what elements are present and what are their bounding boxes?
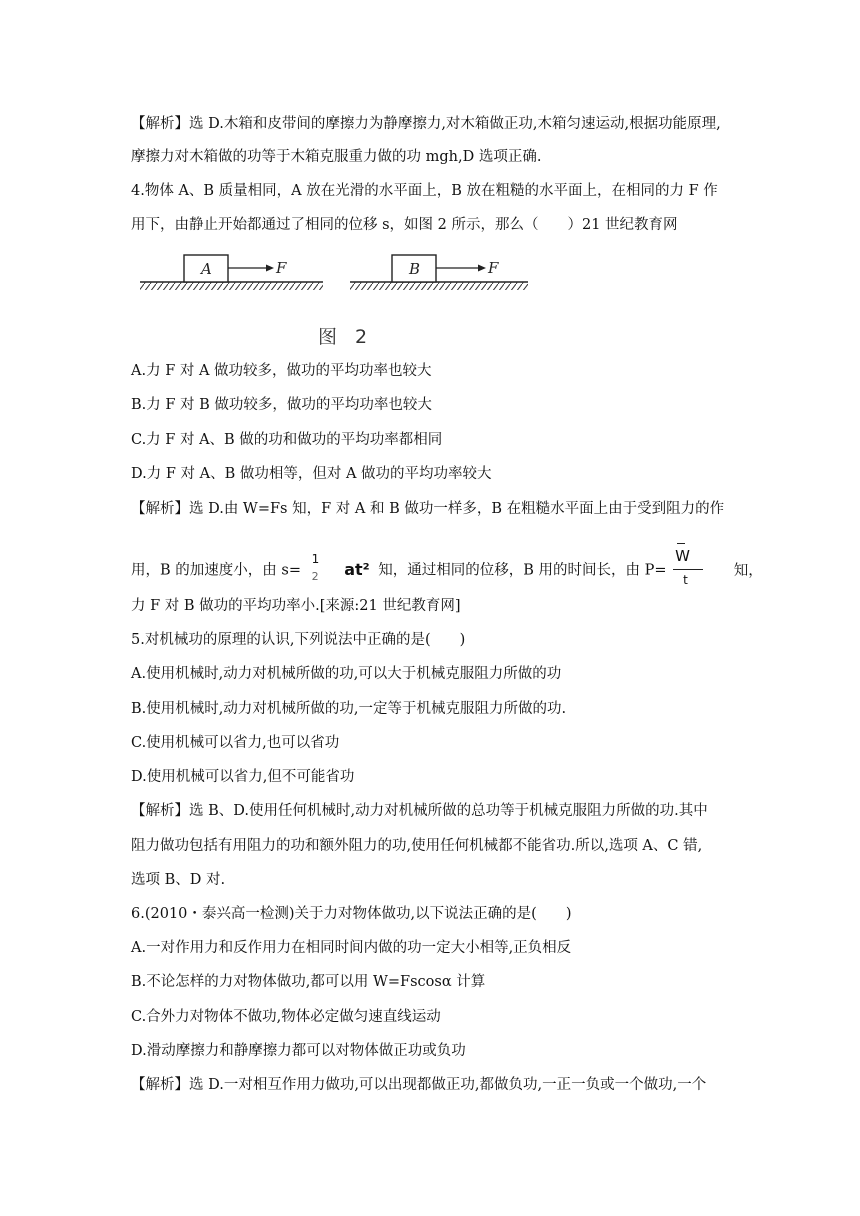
arrow-b-head: [478, 265, 486, 272]
figure-2-diagram: [138, 252, 528, 304]
analysis-q4-line1: 【解析】选 D.由 W=Fs 知，F 对 A 和 B 做功一样多，B 在粗糙水平面上由于受到阻力的作: [131, 501, 725, 517]
q4-option-a: A.力 F 对 A 做功较多，做功的平均功率也较大: [131, 363, 432, 379]
analysis-q4-text-b: 知，通过相同的位移，B 用的时间长，由 P=: [378, 562, 667, 579]
analysis-q4-line2: [131, 541, 763, 589]
fraction-one-half: [306, 552, 340, 586]
q5-option-c: C.使用机械可以省力,也可以省功: [131, 735, 340, 751]
analysis-q4-text-c: 知，: [733, 562, 763, 579]
analysis-q3-line1: 【解析】选 D.木箱和皮带间的摩擦力为静摩擦力,对木箱做正功,木箱匀速运动,根据功能原理,: [131, 116, 721, 132]
force-b-label: F: [488, 259, 499, 277]
q6-option-c: C.合外力对物体不做功,物体必定做匀速直线运动: [131, 1009, 441, 1025]
analysis-q5-line2: 阻力做功包括有用阻力的功和额外阻力的功,使用任何机械都不能省功.所以,选项 A、C 错,: [131, 838, 703, 854]
force-a-label: F: [276, 259, 287, 277]
question-4-line1: 4.物体 A、B 质量相同，A 放在光滑的水平面上，B 放在粗糙的水平面上，在相同的力 F 作: [131, 183, 718, 199]
ground-b-hatch: [350, 282, 528, 290]
q5-option-d: D.使用机械可以省力,但不可能省功: [131, 769, 355, 785]
q5-option-a: A.使用机械时,动力对机械所做的功,可以大于机械克服阻力所做的功: [131, 666, 562, 682]
q4-option-c: C.力 F 对 A、B 做的功和做功的平均功率都相同: [131, 432, 443, 448]
q4-option-b: B.力 F 对 B 做功较多，做功的平均功率也较大: [131, 397, 432, 413]
question-5-stem: 5.对机械功的原理的认识,下列说法中正确的是( ): [131, 632, 466, 648]
q4-option-d: D.力 F 对 A、B 做功相等，但对 A 做功的平均功率较大: [131, 466, 492, 482]
q5-option-b: B.使用机械时,动力对机械所做的功,一定等于机械克服阻力所做的功.: [131, 701, 567, 717]
figure-2: [138, 252, 528, 304]
question-4-line2: 用下，由静止开始都通过了相同的位移 s，如图 2 所示，那么（ ）21 世纪教育网: [131, 217, 678, 233]
analysis-q5-line3: 选项 B、D 对.: [131, 872, 226, 888]
fraction-w-over-t: [671, 541, 711, 597]
figure-2-caption: 图 2: [318, 326, 374, 348]
q6-option-a: A.一对作用力和反作用力在相同时间内做的功一定大小相等,正负相反: [131, 940, 572, 956]
formula-at-squared: at²: [344, 559, 370, 579]
fraction-t-denominator: t: [683, 573, 688, 587]
fraction-half-denominator: 2: [311, 570, 319, 583]
fraction-half-numerator: 1: [311, 552, 320, 566]
analysis-q6-line1: 【解析】选 D.一对相互作用力做功,可以出现都做正功,都做负功,一正一负或一个做功,一个: [131, 1077, 707, 1093]
block-a-label: A: [201, 260, 212, 278]
analysis-q5-line1: 【解析】选 B、D.使用任何机械时,动力对机械所做的总功等于机械克服阻力所做的功.其中: [131, 803, 708, 819]
block-b-label: B: [409, 260, 421, 278]
analysis-q4-line3: 力 F 对 B 做功的平均功率小.[来源:21 世纪教育网]: [131, 598, 461, 614]
analysis-q3-line2: 摩擦力对木箱做的功等于木箱克服重力做的功 mgh,D 选项正确.: [131, 149, 542, 165]
analysis-q4-text-a: 用，B 的加速度小，由 s=: [131, 562, 301, 579]
arrow-a-head: [266, 265, 274, 272]
question-6-stem: 6.(2010・泰兴高一检测)关于力对物体做功,以下说法正确的是( ): [131, 906, 572, 922]
q6-option-b: B.不论怎样的力对物体做功,都可以用 W=Fscosα 计算: [131, 974, 486, 990]
ground-a-hatch: [140, 282, 323, 290]
fraction-w-numerator: W: [675, 547, 690, 565]
fraction-bar: [673, 569, 703, 570]
w-overbar: [677, 543, 685, 544]
q6-option-d: D.滑动摩擦力和静摩擦力都可以对物体做正功或负功: [131, 1043, 466, 1059]
